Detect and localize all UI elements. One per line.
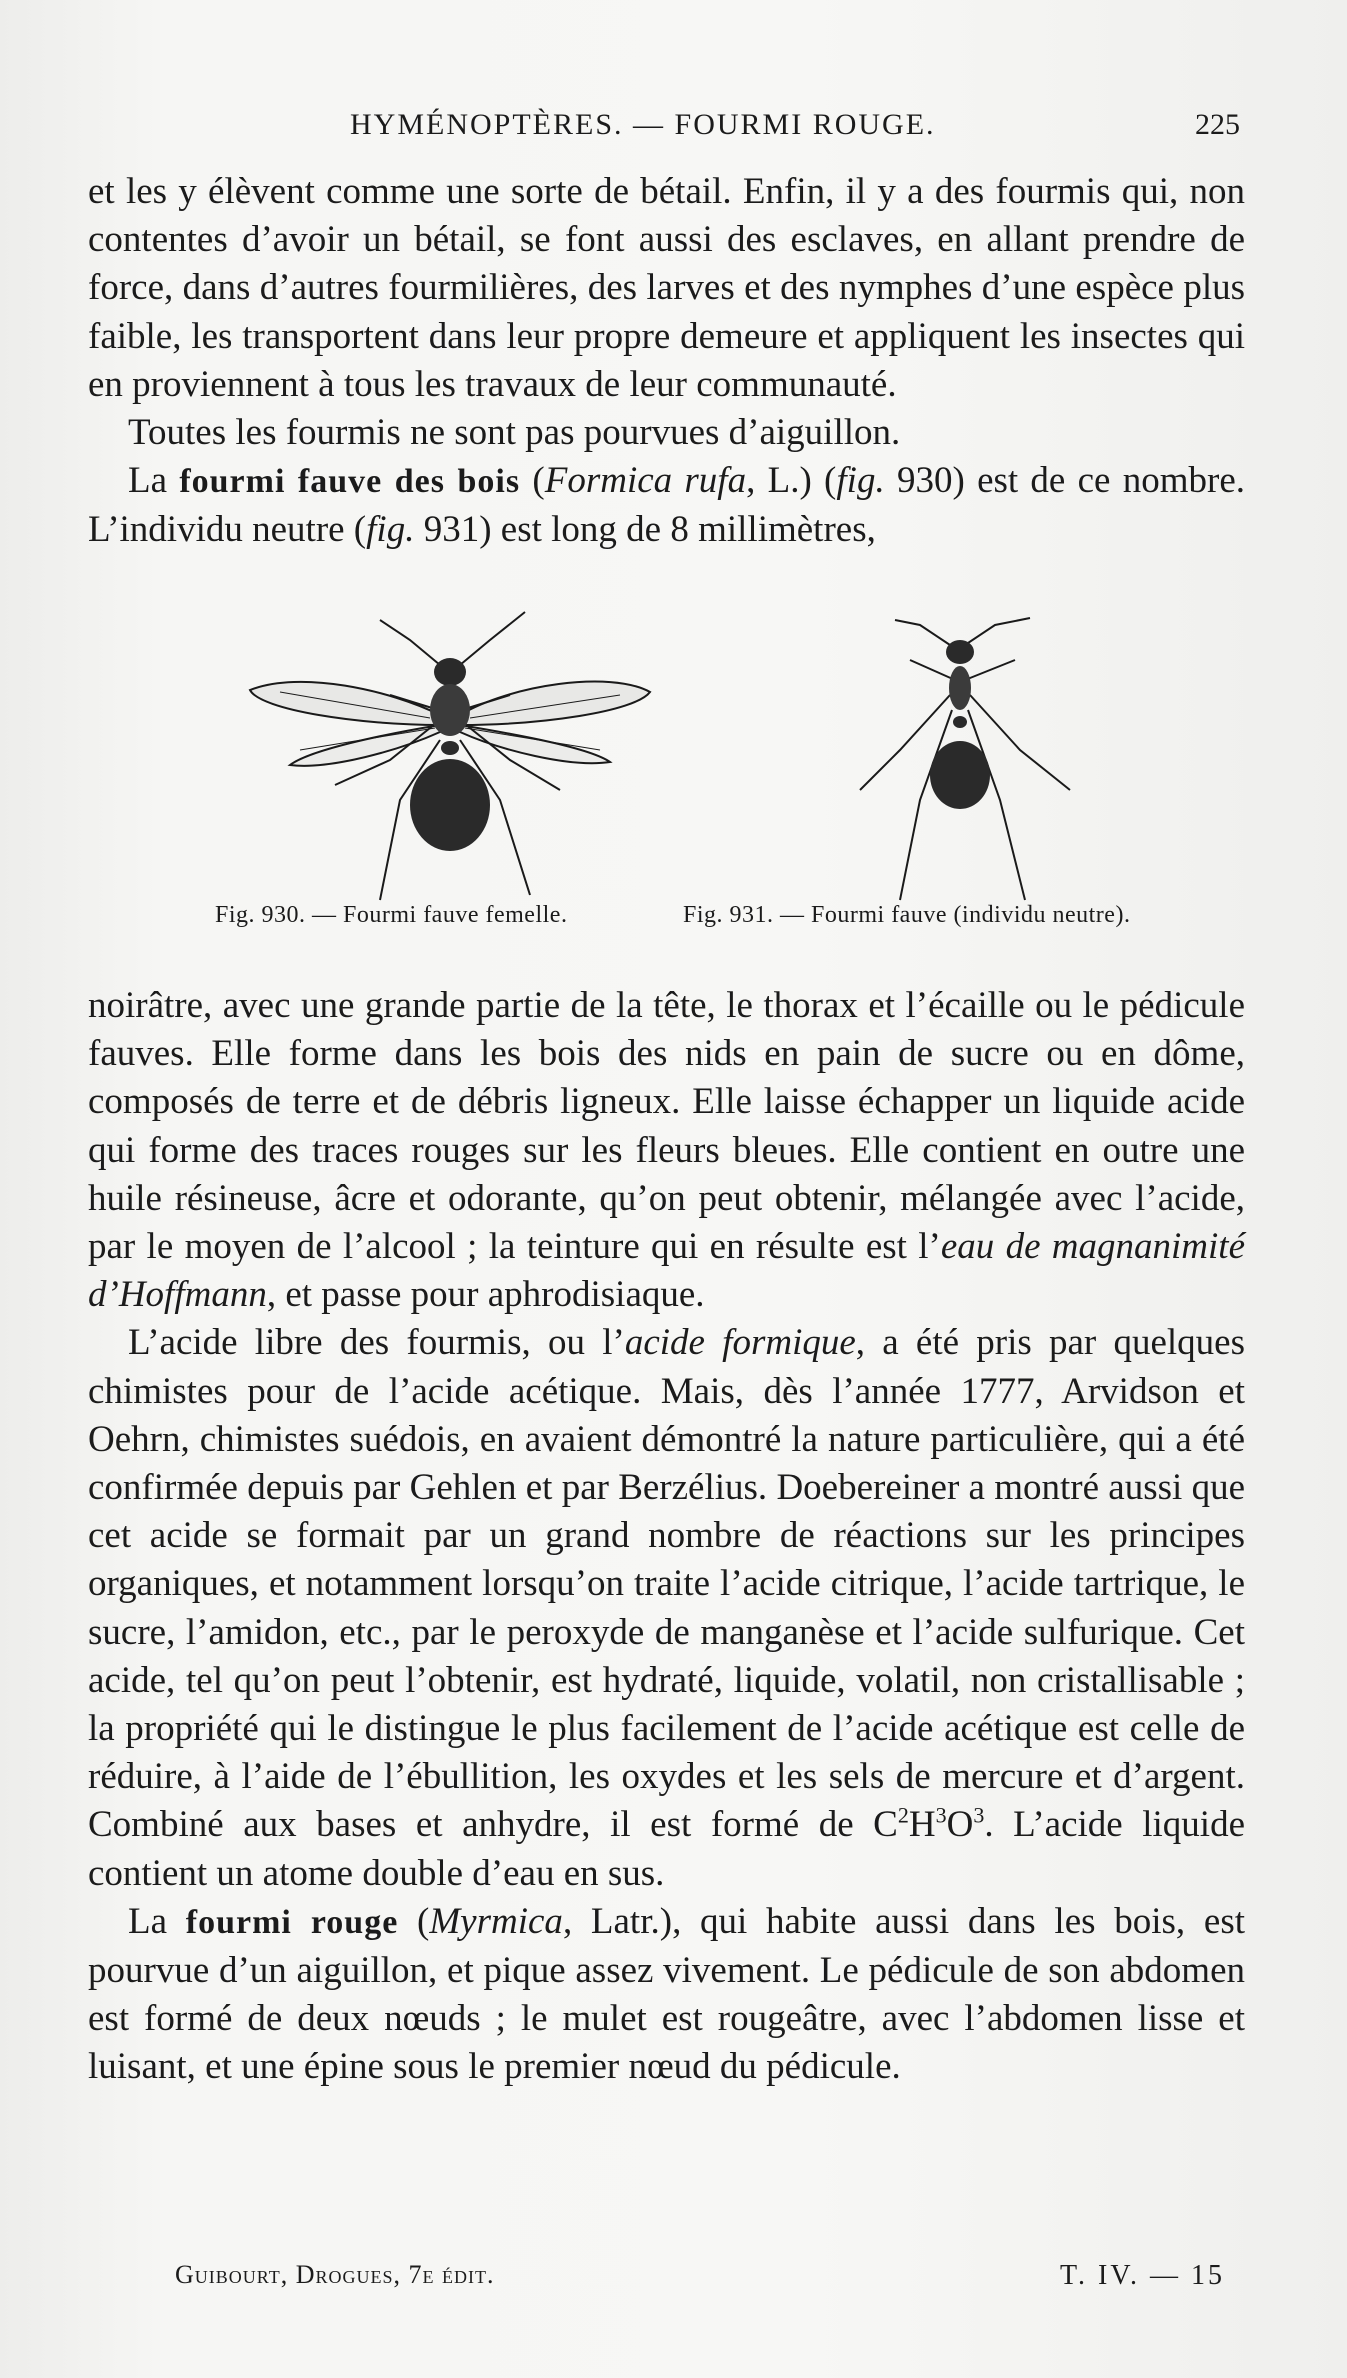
page-number: 225 xyxy=(1195,108,1240,141)
paragraph-formic-acid xyxy=(88,1319,1245,1897)
header-title: HYMÉNOPTÈRES. — FOURMI ROUGE. xyxy=(350,108,936,141)
text-run: ( xyxy=(532,460,545,502)
text-run: La xyxy=(128,460,168,502)
text-run: 931) est long de 8 millimètres, xyxy=(414,509,876,551)
figure-931-caption: Fig. 931. — Fourmi fauve (individu neutre). xyxy=(683,902,1131,928)
figure-930-caption: Fig. 930. — Fourmi fauve femelle. xyxy=(215,902,568,928)
running-header xyxy=(90,108,1240,152)
paragraph-slave-ants: et les y élèvent comme une sorte de bétail. Enfin, il y a des fourmis qui, non contentes d’avoir un bétail, se font aussi des esclaves, en allant prendre de force, dans d’autres fourmilières, des larves et des nymphes d’une espèce plus faible, les transportent dans leur propre demeure et appliquent les insectes qui en proviennent à tous les travaux de leur communauté. xyxy=(88,171,1245,405)
footer-volume-signature: T. IV. — 15 xyxy=(1060,2260,1225,2291)
paragraph-sting: Toutes les fourmis ne sont pas pourvues d’aiguillon. xyxy=(128,412,901,454)
text-block-top xyxy=(88,168,1245,555)
superscript: 3 xyxy=(973,1803,985,1829)
superscript: 3 xyxy=(935,1803,947,1829)
text-run: ( xyxy=(398,1900,430,1942)
species-latin-name: Myrmica xyxy=(429,1900,563,1942)
text-run: , a été pris par quelques chimistes pour de l’acide acétique. Mais, dès l’année 1777, Arvidson et Oehrn, chimistes suédois, en avaient démontré la nature particulière, qui a été confirmée depuis par Gehlen et par Berzélius. Doebereiner a montré aussi que cet acide se formait par un grand nombre de réactions sur les principes organiques, et notamment lorsqu’on traite l’acide citrique, l’acide tartrique, le sucre, l’amidon, etc., par le peroxyde de manganèse et l’acide sulfurique. Cet acide, tel qu’on peut l’obtenir, est hydraté, liquide, volatil, non cristallisable ; la propriété qui le distingue le plus facilement de l’acide acétique est celle de réduire, à l’aide de l’ébullition, les oxydes et les sels de mercure et d’argent. Combiné aux bases et anhydre, il est formé de C xyxy=(88,1322,1245,1846)
footer-book-reference: Guibourt, Drogues, 7e édit. xyxy=(175,2260,495,2289)
text-run: . L’acide liquide contient un atome double d’eau en sus. xyxy=(88,1804,1246,1894)
text-run: noirâtre, avec une grande partie de la tête, le thorax et l’écaille ou le pédicule fauves. Elle forme dans les bois des nids en pain de sucre ou en dôme, composés de terre et de débris ligneux. Elle laisse échapper un liquide acide qui forme des traces rouges sur les fleurs bleues. Elle contient en outre une huile résineuse, âcre et odorante, qu’on peut obtenir, mélangée avec l’acide, par le moyen de l’alcool ; la teinture qui en résulte est l’ xyxy=(88,985,1245,1268)
species-common-name: fourmi rouge xyxy=(185,1903,399,1941)
text-run: La xyxy=(128,1900,168,1942)
figure-ref: fig. xyxy=(836,460,885,502)
species-common-name: fourmi fauve des bois xyxy=(179,463,521,501)
page-footer xyxy=(175,2260,1225,2300)
superscript: 2 xyxy=(897,1803,909,1829)
italic-term: eau de magnanimité d’Hoffmann xyxy=(88,1226,1246,1316)
paragraph-formica-rufa xyxy=(88,457,1245,554)
text-run: L’acide libre des fourmis, ou l’ xyxy=(128,1322,625,1364)
species-latin-name: Formica rufa xyxy=(544,460,747,502)
text-run: , Latr.), qui habite aussi dans les bois, est pourvue d’un aiguillon, et pique assez vivement. Le pédicule de son abdomen est formé de deux nœuds ; le mulet est rougeâtre, avec l’abdomen lisse et luisant, et une épine sous le premier nœud du pédicule. xyxy=(88,1900,1246,2088)
italic-term: acide formique xyxy=(624,1322,856,1364)
text-run: H xyxy=(908,1804,936,1846)
text-run: O xyxy=(946,1804,974,1846)
text-block-bottom xyxy=(88,982,1245,2092)
text-run: 930) est de ce nombre. L’individu neutre ( xyxy=(88,460,1246,551)
ant-female-illustration xyxy=(240,600,660,920)
figure-ref: fig. xyxy=(366,509,415,551)
ant-worker-illustration xyxy=(820,600,1120,920)
paragraph-description xyxy=(88,982,1245,1319)
text-run: , et passe pour aphrodisiaque. xyxy=(266,1274,705,1316)
text-run: , L.) ( xyxy=(746,460,837,502)
paragraph-fourmi-rouge xyxy=(88,1898,1245,2092)
